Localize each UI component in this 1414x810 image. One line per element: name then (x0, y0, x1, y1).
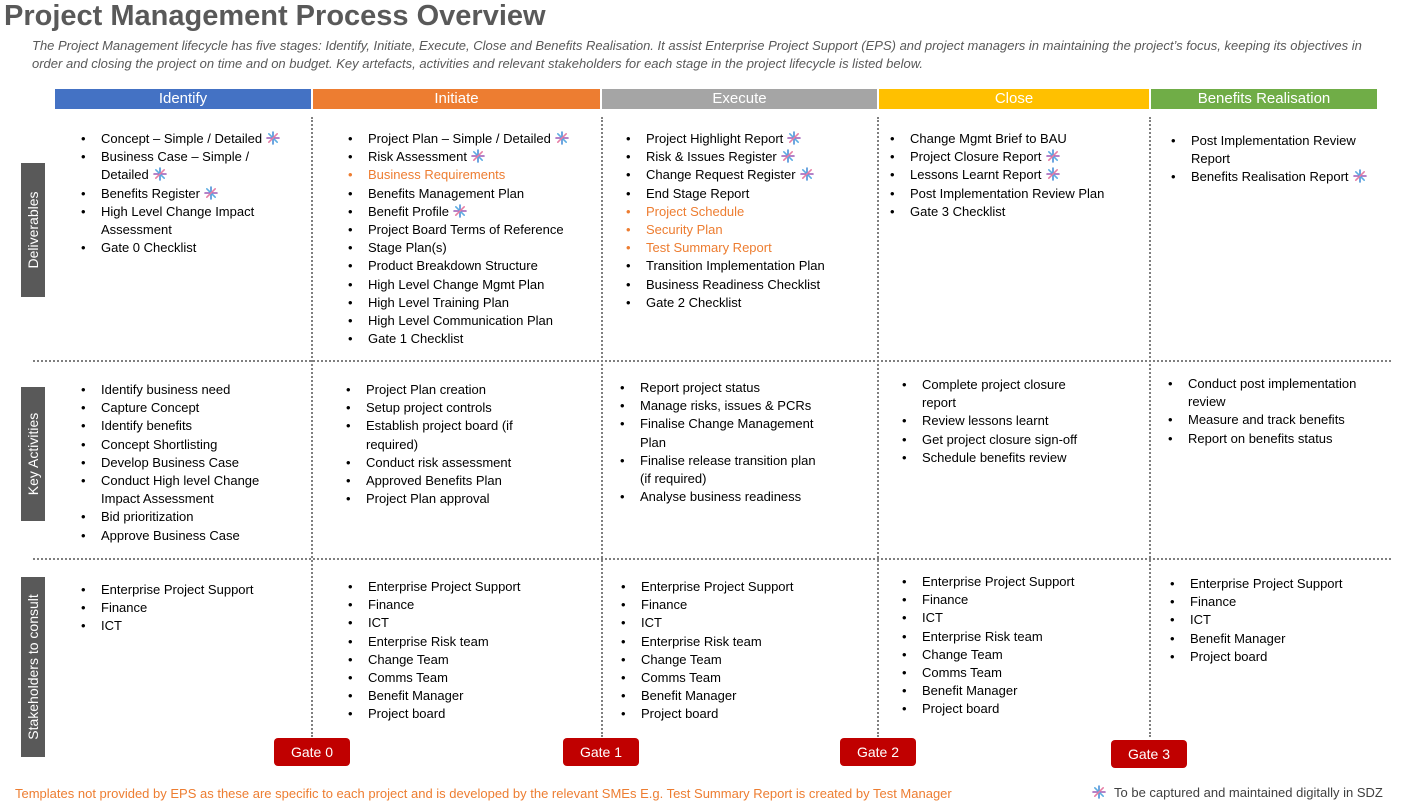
list-item (368, 185, 596, 203)
list-item-text: Enterprise Risk team (368, 633, 489, 649)
list-item (101, 581, 291, 599)
list-item-text: Identify benefits (101, 418, 193, 434)
list-item (640, 452, 830, 488)
list-item-text: Benefit Manager (641, 688, 737, 704)
list-item-text: Enterprise Project Support (101, 582, 254, 597)
activities-identify (101, 381, 291, 545)
list-item-text: Enterprise Risk team (641, 633, 762, 649)
stakeholders-benefits (1190, 575, 1380, 666)
list-item (101, 454, 291, 472)
gate-2-button: Gate 2 (840, 738, 916, 766)
sdz-asterisk-icon (453, 204, 467, 218)
list-item-text: Lessons Learnt Report (910, 167, 1042, 183)
list-item-text: Benefit Manager (922, 683, 1018, 699)
list-item (101, 527, 291, 545)
sdz-asterisk-icon (1353, 169, 1367, 183)
list-item-text: Enterprise Project Support (922, 574, 1075, 589)
list-item-text: ICT (1190, 612, 1211, 628)
list-item-text: Benefits Management Plan (368, 185, 525, 201)
sdz-legend-text: To be captured and maintained digitally in SDZ (1114, 785, 1383, 800)
list-item-text: Stage Plan(s) (368, 240, 447, 256)
gate-0-button: Gate 0 (274, 738, 350, 766)
list-item-text: Report project status (640, 380, 760, 395)
list-item (368, 203, 596, 221)
list-item-text: ICT (641, 615, 662, 631)
list-item (1190, 575, 1380, 593)
list-item (646, 130, 866, 148)
list-item-text: Benefit Profile (368, 203, 449, 219)
gate-3-button: Gate 3 (1111, 740, 1187, 768)
list-item-text: Finalise release transition plan (if required) (640, 452, 816, 487)
row-label-deliverables-text: Deliverables (25, 191, 41, 269)
list-item-text: Benefit Manager (368, 688, 464, 704)
list-item-text: Project Plan approval (366, 491, 490, 507)
list-item-text: Setup project controls (366, 400, 492, 416)
list-item (646, 294, 866, 312)
deliverables-identify (101, 130, 291, 257)
deliverables-execute (646, 130, 866, 312)
list-item-text: Change Request Register (646, 167, 796, 183)
list-item (101, 472, 291, 508)
list-item-text: Enterprise Project Support (641, 579, 794, 594)
list-item (1188, 430, 1368, 448)
phase-initiate: Initiate (313, 89, 600, 109)
list-item (101, 599, 291, 617)
list-item-text: Benefits Realisation Report (1191, 169, 1349, 185)
list-item (101, 130, 291, 148)
list-item (368, 239, 596, 257)
activities-close (922, 376, 1102, 467)
list-item (1190, 630, 1380, 648)
list-item-text: Project Plan – Simple / Detailed (368, 131, 551, 146)
list-item (922, 664, 1122, 682)
list-item (922, 646, 1122, 664)
list-item (641, 705, 841, 723)
list-item (368, 294, 596, 312)
list-item-text: Project Board Terms of Reference (368, 222, 564, 238)
sdz-asterisk-icon (471, 149, 485, 163)
list-item (1190, 593, 1380, 611)
list-item (646, 239, 866, 257)
list-item (641, 669, 841, 687)
list-item-text: ICT (368, 615, 389, 631)
list-item (641, 687, 841, 705)
list-item (368, 257, 596, 275)
page-subtitle: The Project Management lifecycle has five stages: Identify, Initiate, Execute, Close and Benefits Realisation. It assist Enterprise Project Support (EPS) and project managers in maintaining the project’s focus, keeping its objectives in order and closing the project on time and on budget. Key artefacts, activities and relevant stakeholders for each stage in the project lifecycle is listed below. (32, 38, 1362, 71)
list-item (641, 578, 841, 596)
list-item (641, 651, 841, 669)
list-item-text: Change Team (641, 651, 722, 667)
list-item-text: Project Plan creation (366, 382, 486, 397)
list-item-text: Business Case – Simple / Detailed (101, 149, 250, 183)
list-item (1190, 611, 1380, 629)
list-item-text: Project board (368, 706, 446, 722)
list-item (368, 130, 596, 148)
list-item (910, 148, 1105, 166)
row-label-stakeholders (21, 577, 45, 757)
sdz-asterisk-icon (1046, 167, 1060, 181)
list-item-text: Report on benefits status (1188, 430, 1333, 446)
list-item-text: Enterprise Project Support (1190, 576, 1343, 591)
list-item (101, 239, 291, 257)
list-item (646, 203, 866, 221)
list-item (922, 573, 1122, 591)
list-item (1190, 648, 1380, 666)
sdz-asterisk-icon (204, 186, 218, 200)
list-item (922, 609, 1122, 627)
list-item-text: Establish project board (if required) (366, 418, 513, 452)
list-item-text: Conduct post implementation review (1188, 376, 1357, 410)
list-item (101, 399, 291, 417)
list-item (646, 148, 866, 166)
list-item-text: Risk & Issues Register (646, 149, 777, 165)
list-item-text: Post Implementation Review Plan (910, 185, 1105, 201)
list-item-text: Review lessons learnt (922, 413, 1049, 429)
sdz-asterisk-icon (555, 131, 569, 145)
list-item (922, 591, 1122, 609)
stakeholders-identify (101, 581, 291, 636)
list-item (366, 454, 546, 472)
list-item-text: Comms Team (922, 665, 1002, 681)
list-item-text: Gate 1 Checklist (368, 331, 464, 347)
row-divider (33, 558, 1391, 560)
stakeholders-execute (641, 578, 841, 724)
list-item (368, 578, 568, 596)
list-item (368, 276, 596, 294)
list-item (922, 412, 1102, 430)
list-item-text: Comms Team (641, 670, 721, 686)
list-item (1191, 132, 1386, 168)
list-item (922, 628, 1122, 646)
list-item (640, 379, 830, 397)
list-item (368, 669, 568, 687)
list-item-text: Gate 2 Checklist (646, 294, 742, 310)
sdz-asterisk-icon (781, 149, 795, 163)
column-divider (877, 117, 879, 737)
list-item-text: Comms Team (368, 670, 448, 686)
list-item-text: Project board (922, 701, 1000, 717)
column-divider (311, 117, 313, 737)
list-item (641, 614, 841, 632)
row-divider (33, 360, 1391, 362)
list-item (922, 682, 1122, 700)
phase-benefits: Benefits Realisation (1151, 89, 1377, 109)
list-item-text: Develop Business Case (101, 454, 240, 470)
list-item-text: High Level Change Mgmt Plan (368, 276, 545, 292)
list-item-text: Enterprise Risk team (922, 628, 1043, 644)
list-item-text: Test Summary Report (646, 240, 772, 256)
list-item-text: Conduct High level Change Impact Assessment (101, 473, 260, 507)
list-item-text: Business Requirements (368, 167, 506, 183)
list-item-text: Manage risks, issues & PCRs (640, 398, 812, 414)
list-item (368, 705, 568, 723)
list-item-text: Benefit Manager (1190, 630, 1286, 646)
list-item-text: Analyse business readiness (640, 489, 802, 505)
activities-benefits (1188, 375, 1368, 448)
activities-initiate (366, 381, 546, 508)
list-item (366, 417, 546, 453)
list-item-text: Risk Assessment (368, 149, 467, 165)
list-item (910, 203, 1105, 221)
list-item-text: Get project closure sign-off (922, 431, 1078, 447)
list-item (368, 687, 568, 705)
list-item (640, 397, 830, 415)
template-note: Templates not provided by EPS as these are specific to each project and is developed by the relevant SMEs E.g. Test Summary Report is created by Test Manager (15, 786, 952, 801)
list-item (101, 148, 291, 184)
list-item-text: Measure and track benefits (1188, 412, 1345, 428)
list-item-text: ICT (101, 618, 122, 634)
list-item-text: Gate 0 Checklist (101, 240, 197, 256)
deliverables-initiate (368, 130, 596, 348)
list-item (922, 431, 1102, 449)
list-item-text: Project Closure Report (910, 149, 1042, 165)
row-label-activities-text: Key Activities (25, 412, 41, 496)
list-item (646, 166, 866, 184)
gate-1-button: Gate 1 (563, 738, 639, 766)
list-item-text: Bid prioritization (101, 509, 194, 525)
list-item-text: ICT (922, 610, 943, 626)
list-item-text: Business Readiness Checklist (646, 276, 821, 292)
list-item-text: Gate 3 Checklist (910, 203, 1006, 219)
list-item-text: Concept Shortlisting (101, 436, 218, 452)
list-item (646, 276, 866, 294)
stakeholders-initiate (368, 578, 568, 724)
phase-identify: Identify (55, 89, 311, 109)
sdz-asterisk-icon (1092, 785, 1106, 799)
list-item (910, 130, 1105, 148)
list-item (366, 472, 546, 490)
list-item-text: Conduct risk assessment (366, 454, 512, 470)
list-item (640, 415, 830, 451)
list-item-text: Finance (101, 600, 148, 616)
phase-execute: Execute (602, 89, 877, 109)
list-item-text: Finance (641, 597, 688, 613)
list-item-text: Finance (1190, 594, 1237, 610)
list-item (646, 221, 866, 239)
list-item-text: Change Team (368, 651, 449, 667)
list-item-text: High Level Communication Plan (368, 313, 553, 329)
list-item-text: Identify business need (101, 382, 231, 397)
list-item (1188, 375, 1368, 411)
list-item (366, 399, 546, 417)
list-item-text: Post Implementation Review Report (1191, 133, 1356, 167)
list-item-text: Concept – Simple / Detailed (101, 131, 263, 146)
list-item (641, 633, 841, 651)
list-item-text: Product Breakdown Structure (368, 258, 538, 274)
deliverables-close (910, 130, 1105, 221)
row-label-deliverables (21, 163, 45, 297)
list-item-text: Capture Concept (101, 400, 200, 416)
list-item-text: Schedule benefits review (922, 449, 1067, 465)
stakeholders-close (922, 573, 1122, 719)
list-item (101, 617, 291, 635)
deliverables-benefits (1191, 132, 1386, 187)
list-item-text: Approve Business Case (101, 527, 240, 543)
list-item-text: Finance (368, 597, 415, 613)
list-item (646, 185, 866, 203)
list-item-text: Change Team (922, 646, 1003, 662)
list-item (368, 651, 568, 669)
list-item-text: High Level Training Plan (368, 294, 509, 310)
list-item-text: High Level Change Impact Assessment (101, 203, 255, 238)
sdz-asterisk-icon (787, 131, 801, 145)
list-item (910, 185, 1105, 203)
list-item (366, 490, 546, 508)
list-item (368, 221, 596, 239)
list-item (366, 381, 546, 399)
page-title: Project Management Process Overview (4, 0, 546, 32)
list-item (641, 596, 841, 614)
list-item-text: Change Mgmt Brief to BAU (910, 131, 1067, 146)
sdz-asterisk-icon (153, 167, 167, 181)
list-item-text: Project board (1190, 648, 1268, 664)
list-item (922, 700, 1122, 718)
column-divider (1149, 117, 1151, 737)
list-item (101, 508, 291, 526)
list-item-text: Project Schedule (646, 203, 745, 219)
list-item-text: Enterprise Project Support (368, 579, 521, 594)
phase-close: Close (879, 89, 1149, 109)
sdz-asterisk-icon (800, 167, 814, 181)
activities-execute (640, 379, 830, 506)
list-item-text: Approved Benefits Plan (366, 473, 502, 489)
list-item-text: Project Highlight Report (646, 131, 784, 146)
list-item (368, 148, 596, 166)
row-label-stakeholders-text: Stakeholders to consult (25, 594, 41, 740)
list-item (1191, 168, 1386, 186)
list-item (368, 614, 568, 632)
list-item (368, 166, 596, 184)
list-item (368, 330, 596, 348)
list-item (101, 185, 291, 203)
list-item (646, 257, 866, 275)
list-item (101, 417, 291, 435)
list-item-text: Transition Implementation Plan (646, 258, 825, 274)
list-item (368, 596, 568, 614)
list-item (368, 312, 596, 330)
list-item-text: End Stage Report (646, 185, 750, 201)
list-item (922, 376, 1102, 412)
row-label-activities (21, 387, 45, 521)
list-item (910, 166, 1105, 184)
list-item-text: Finalise Change Management Plan (640, 416, 814, 450)
list-item (101, 203, 291, 239)
sdz-asterisk-icon (1046, 149, 1060, 163)
list-item (101, 381, 291, 399)
list-item (1188, 411, 1368, 429)
list-item-text: Benefits Register (101, 185, 200, 201)
column-divider (601, 117, 603, 737)
list-item-text: Complete project closure report (922, 377, 1066, 411)
list-item (640, 488, 830, 506)
list-item (368, 633, 568, 651)
list-item-text: Project board (641, 706, 719, 722)
sdz-legend (1092, 785, 1383, 800)
list-item-text: Finance (922, 592, 969, 608)
list-item (101, 436, 291, 454)
list-item (922, 449, 1102, 467)
sdz-asterisk-icon (266, 131, 280, 145)
list-item-text: Security Plan (646, 222, 723, 238)
